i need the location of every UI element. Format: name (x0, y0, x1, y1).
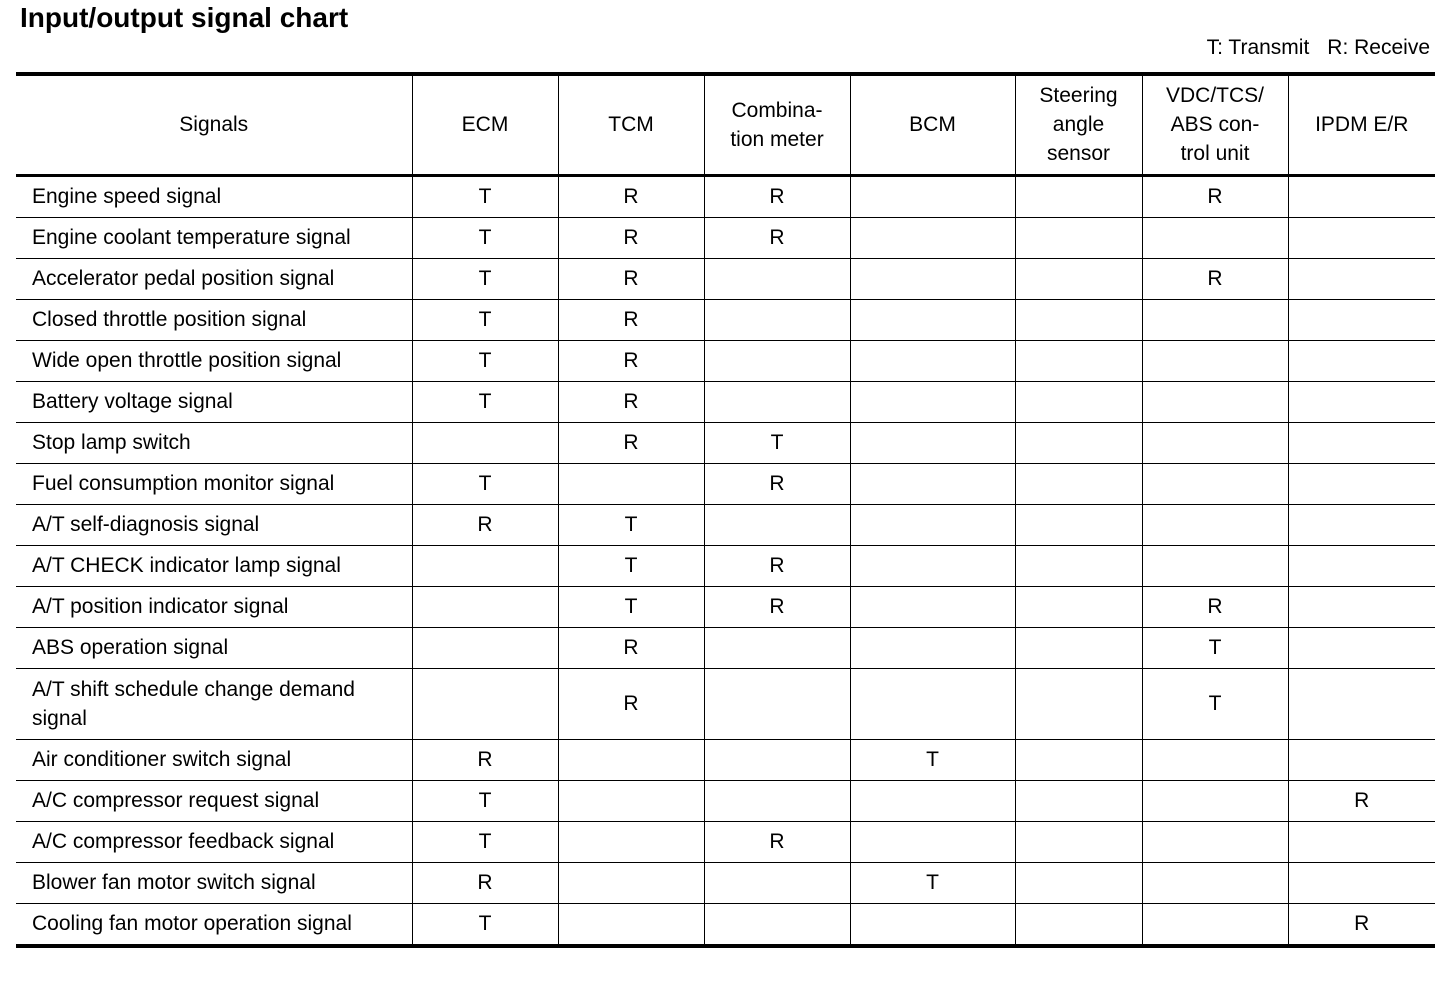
signal-name-cell: Air conditioner switch signal (16, 739, 412, 780)
table-row (16, 780, 1435, 821)
signal-cell (1288, 821, 1435, 862)
signal-cell (1288, 422, 1435, 463)
signal-cell (850, 545, 1015, 586)
signal-cell (1288, 586, 1435, 627)
signal-cell (850, 299, 1015, 340)
signal-cell (1288, 545, 1435, 586)
signal-cell (412, 422, 558, 463)
signal-name-cell: ABS operation signal (16, 627, 412, 668)
signal-cell: R (704, 175, 850, 217)
signal-cell: R (558, 299, 704, 340)
signal-cell (850, 217, 1015, 258)
signal-cell (1142, 821, 1288, 862)
signal-cell (1015, 504, 1142, 545)
signal-cell (1142, 903, 1288, 946)
signal-name-cell: Cooling fan motor operation signal (16, 903, 412, 946)
signal-cell (1015, 668, 1142, 739)
signal-name-cell: Stop lamp switch (16, 422, 412, 463)
signal-cell (1288, 381, 1435, 422)
signal-cell (1142, 422, 1288, 463)
signal-cell: R (1288, 903, 1435, 946)
signal-cell: R (1288, 780, 1435, 821)
signal-cell (1015, 381, 1142, 422)
signal-name-cell: Blower fan motor switch signal (16, 862, 412, 903)
signal-name-cell: Fuel consumption monitor signal (16, 463, 412, 504)
signal-cell: R (412, 504, 558, 545)
signal-cell: R (558, 217, 704, 258)
signal-cell: R (558, 627, 704, 668)
signal-cell (850, 668, 1015, 739)
table-row (16, 821, 1435, 862)
signal-cell (704, 739, 850, 780)
signal-cell (850, 463, 1015, 504)
signal-cell (1288, 668, 1435, 739)
signal-cell (1288, 299, 1435, 340)
signal-cell (1142, 340, 1288, 381)
signal-cell: T (704, 422, 850, 463)
page-title: Input/output signal chart (20, 2, 349, 33)
signal-cell: T (412, 463, 558, 504)
table-row (16, 175, 1435, 217)
signal-cell: R (558, 668, 704, 739)
signal-cell (1015, 340, 1142, 381)
signal-cell (1015, 545, 1142, 586)
signal-cell (1142, 299, 1288, 340)
signal-name-cell: Engine coolant temperature signal (16, 217, 412, 258)
signal-cell (850, 381, 1015, 422)
table-row (16, 627, 1435, 668)
signal-cell: T (412, 381, 558, 422)
signal-cell (704, 340, 850, 381)
signal-cell: T (412, 258, 558, 299)
table-row (16, 217, 1435, 258)
table-row (16, 463, 1435, 504)
signal-cell (704, 780, 850, 821)
column-header: TCM (558, 74, 704, 175)
table-row (16, 422, 1435, 463)
signal-cell (1142, 545, 1288, 586)
signal-cell: T (412, 340, 558, 381)
table-row (16, 381, 1435, 422)
table-row (16, 903, 1435, 946)
signal-cell: T (412, 299, 558, 340)
table-row (16, 299, 1435, 340)
signal-cell (850, 258, 1015, 299)
signal-cell: T (558, 586, 704, 627)
signal-cell (1288, 504, 1435, 545)
signal-cell: T (850, 739, 1015, 780)
signal-cell: R (704, 217, 850, 258)
signal-cell: R (1142, 258, 1288, 299)
column-header: Combina- tion meter (704, 74, 850, 175)
signal-cell (558, 739, 704, 780)
signal-name-cell: Accelerator pedal position signal (16, 258, 412, 299)
signal-cell: R (704, 821, 850, 862)
signal-cell (558, 780, 704, 821)
signal-cell: R (558, 381, 704, 422)
signal-name-cell: Battery voltage signal (16, 381, 412, 422)
signal-cell: R (704, 463, 850, 504)
signal-cell (1142, 381, 1288, 422)
signal-cell: T (412, 780, 558, 821)
signal-cell (704, 504, 850, 545)
signal-cell (1142, 862, 1288, 903)
signal-cell (1288, 258, 1435, 299)
header-row (16, 74, 1435, 175)
signal-cell (1015, 903, 1142, 946)
signal-cell (1142, 217, 1288, 258)
signal-cell: T (412, 903, 558, 946)
signal-cell (850, 340, 1015, 381)
signal-cell (1288, 463, 1435, 504)
signal-cell: R (558, 340, 704, 381)
table-row (16, 340, 1435, 381)
signal-cell (1015, 739, 1142, 780)
signal-name-cell: Wide open throttle position signal (16, 340, 412, 381)
signal-cell (558, 463, 704, 504)
signal-cell (1288, 175, 1435, 217)
column-header: VDC/TCS/ ABS con- trol unit (1142, 74, 1288, 175)
signal-name-cell: A/T CHECK indicator lamp signal (16, 545, 412, 586)
signal-cell (1015, 258, 1142, 299)
signal-name-cell: A/T position indicator signal (16, 586, 412, 627)
signal-cell (1015, 627, 1142, 668)
table-row (16, 862, 1435, 903)
signal-name-cell: A/C compressor feedback signal (16, 821, 412, 862)
signal-cell: T (850, 862, 1015, 903)
signal-cell (704, 299, 850, 340)
column-header: Signals (16, 74, 412, 175)
signal-cell: T (412, 821, 558, 862)
signal-cell (1015, 821, 1142, 862)
table-row (16, 504, 1435, 545)
signal-cell (704, 903, 850, 946)
legend-transmit: T: Transmit (1206, 36, 1310, 59)
signal-cell: T (558, 504, 704, 545)
signal-cell: R (412, 862, 558, 903)
signal-cell (1015, 780, 1142, 821)
table-row (16, 258, 1435, 299)
column-header: BCM (850, 74, 1015, 175)
signal-cell: R (1142, 586, 1288, 627)
signal-name-cell: A/T self-diagnosis signal (16, 504, 412, 545)
signal-name-cell: A/T shift schedule change demand signal (16, 668, 412, 739)
signal-cell: T (412, 217, 558, 258)
column-header: Steering angle sensor (1015, 74, 1142, 175)
column-header: ECM (412, 74, 558, 175)
signal-cell: R (1142, 175, 1288, 217)
signal-cell: R (558, 258, 704, 299)
signal-name-cell: Engine speed signal (16, 175, 412, 217)
signal-name-cell: Closed throttle position signal (16, 299, 412, 340)
table-row (16, 586, 1435, 627)
table-row (16, 668, 1435, 739)
legend-receive: R: Receive (1327, 36, 1430, 59)
signal-cell (1142, 780, 1288, 821)
legend (1207, 34, 1430, 62)
signal-cell (412, 545, 558, 586)
signal-cell: T (412, 175, 558, 217)
signal-cell (412, 586, 558, 627)
signal-cell (1142, 739, 1288, 780)
signal-cell (1288, 862, 1435, 903)
signal-cell (412, 627, 558, 668)
signal-cell (1288, 217, 1435, 258)
signal-cell (558, 903, 704, 946)
signal-cell (1015, 586, 1142, 627)
signal-cell (850, 903, 1015, 946)
signal-cell: T (1142, 627, 1288, 668)
signal-cell (850, 780, 1015, 821)
signal-cell (704, 862, 850, 903)
signal-cell (1015, 217, 1142, 258)
signal-cell: R (558, 422, 704, 463)
signal-cell (1288, 627, 1435, 668)
signal-cell (1015, 862, 1142, 903)
signal-cell (1015, 422, 1142, 463)
signal-cell (704, 627, 850, 668)
signal-cell: R (412, 739, 558, 780)
signal-cell (558, 862, 704, 903)
signal-cell (704, 668, 850, 739)
signal-cell: T (1142, 668, 1288, 739)
signal-cell (412, 668, 558, 739)
signal-cell (704, 381, 850, 422)
signal-cell (1015, 175, 1142, 217)
signal-cell (1015, 463, 1142, 504)
signal-cell (850, 586, 1015, 627)
signal-cell: R (558, 175, 704, 217)
signal-cell (850, 175, 1015, 217)
signal-cell (1142, 463, 1288, 504)
signal-cell (850, 422, 1015, 463)
signal-cell: R (704, 545, 850, 586)
signal-name-cell: A/C compressor request signal (16, 780, 412, 821)
signal-cell: T (558, 545, 704, 586)
signal-cell (850, 627, 1015, 668)
signal-cell: R (704, 586, 850, 627)
table-row (16, 739, 1435, 780)
column-header: IPDM E/R (1288, 74, 1435, 175)
table-row (16, 545, 1435, 586)
signal-cell (558, 821, 704, 862)
signal-cell (704, 258, 850, 299)
signal-table (16, 72, 1435, 948)
signal-cell (850, 821, 1015, 862)
signal-cell (1015, 299, 1142, 340)
signal-cell (1288, 739, 1435, 780)
signal-cell (850, 504, 1015, 545)
signal-cell (1288, 340, 1435, 381)
signal-cell (1142, 504, 1288, 545)
